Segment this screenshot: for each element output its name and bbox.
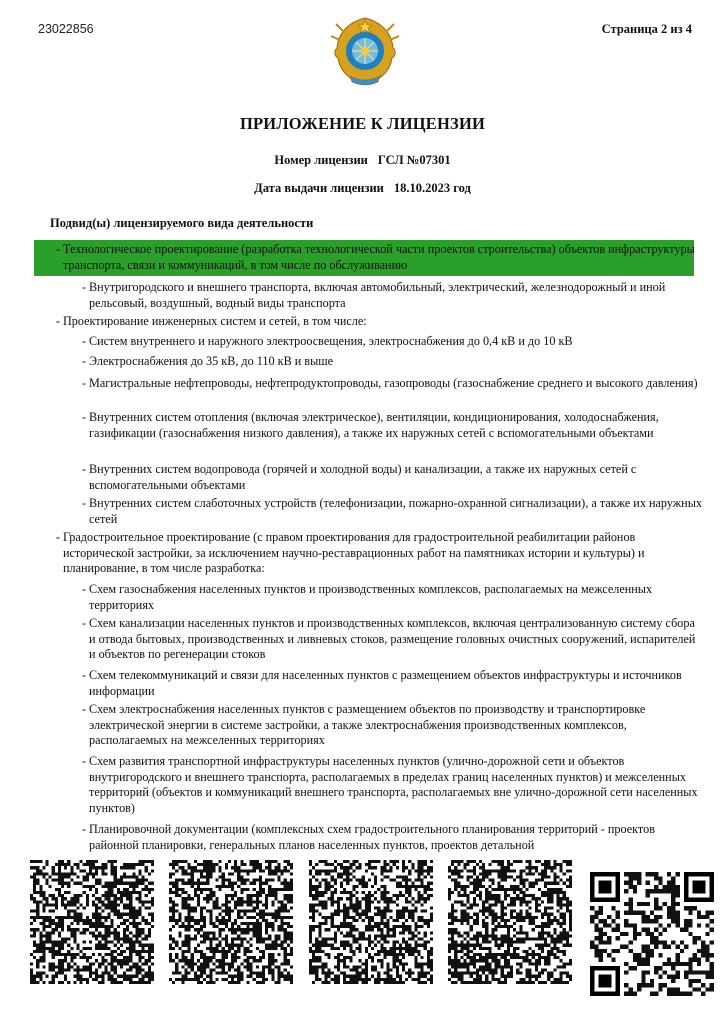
activity-text: Электроснабжения до 35 кВ, до 110 кВ и выше — [89, 354, 334, 368]
list-dash: - — [82, 280, 87, 294]
activity-subitem — [82, 582, 702, 613]
activity-subitem — [82, 496, 702, 527]
qr-code — [590, 872, 714, 996]
activity-item — [56, 314, 700, 330]
activity-text: Внутренних систем водопровода (горячей и холодной воды) и канализации, а также их наружных сетей с вспомогательными объектами — [89, 462, 637, 492]
list-dash: - — [82, 410, 87, 424]
document-title: ПРИЛОЖЕНИЕ К ЛИЦЕНЗИИ — [239, 114, 486, 133]
activity-subitem — [82, 376, 702, 392]
activity-text: Планировочной документации (комплексных схем градостроительного планирования территорий - проектов районной планировки, генеральных планов населенных пунктов, проектов детальной — [89, 822, 655, 852]
activity-text: Схем канализации населенных пунктов и производственных комплексов, включая централизованную систему сбора и отвода бытовых, производственных и ливневых стоков, размещение головных очистных сооружений, испарителей и объектов по регенерации стоков — [89, 616, 696, 661]
license-number-value: ГСЛ №07301 — [377, 153, 451, 167]
activity-subitem — [82, 280, 702, 311]
list-dash: - — [56, 530, 61, 544]
activity-subitem — [82, 702, 702, 749]
barcode-block — [448, 860, 572, 984]
license-number-label: Номер лицензии — [274, 153, 368, 167]
kazakhstan-state-emblem-icon — [328, 14, 402, 88]
list-dash: - — [82, 376, 87, 390]
activity-text: Технологическое проектирование (разработка технологической части проектов строительства) объектов инфраструктуры транспорта, связи и коммуникаций, в том числе по обслуживанию — [63, 242, 695, 272]
activity-text: Схем газоснабжения населенных пунктов и производственных комплексов, располагаемых на межселенных территориях — [89, 582, 653, 612]
activity-text: Схем электроснабжения населенных пунктов с размещением объектов по производству и транспортировке электрической энергии в системе застройки, а также электроснабжения производственных комплексов, располагаемых на межселенных территориях — [89, 702, 646, 747]
license-number-line — [0, 153, 725, 168]
list-dash: - — [82, 822, 87, 836]
list-dash: - — [82, 616, 87, 630]
verification-codes — [0, 860, 725, 990]
activity-subitem — [82, 334, 702, 350]
license-date-label: Дата выдачи лицензии — [254, 181, 384, 195]
activity-text: Магистральные нефтепроводы, нефтепродуктопроводы, газопроводы (газоснабжение среднего и высокого давления) — [89, 376, 698, 390]
activity-subitem — [82, 668, 702, 699]
activity-subitem — [82, 462, 702, 493]
activity-text: Внутренних систем слаботочных устройств (телефонизации, пожарно-охранной сигнализации), а также их наружных сетей — [89, 496, 702, 526]
activity-text: Градостроительное проектирование (с правом проектирования для градостроительной реабилитации районов исторической застройки, за исключением научно-реставрационных работ на памятниках истории и культуры) и планирование, в том числе разработка: — [63, 530, 645, 575]
list-dash: - — [82, 702, 87, 716]
activity-text: Проектирование инженерных систем и сетей, в том числе: — [63, 314, 367, 328]
barcode-block — [30, 860, 154, 984]
list-dash: - — [82, 334, 87, 348]
activity-item — [56, 242, 700, 273]
activity-subitem — [82, 616, 702, 663]
activity-text: Схем телекоммуникаций и связи для населенных пунктов с размещением объектов инфраструктуры и источников информации — [89, 668, 682, 698]
activity-text: Внутренних систем отопления (включая электрическое), вентиляции, кондиционирования, холодоснабжения, газификации (газоснабжения низкого давления), а также их наружных сетей с вспомогательными объектами — [89, 410, 659, 440]
activity-text: Внутригородского и внешнего транспорта, включая автомобильный, электрический, железнодорожный и иной рельсовый, воздушный, водный виды транспорта — [89, 280, 666, 310]
document-id: 23022856 — [38, 22, 94, 36]
list-dash: - — [82, 582, 87, 596]
list-dash: - — [82, 668, 87, 682]
barcode-block — [169, 860, 293, 984]
activity-subitem — [82, 754, 702, 816]
list-dash: - — [82, 462, 87, 476]
activity-item — [56, 530, 700, 577]
list-dash: - — [82, 754, 87, 768]
license-date-value: 18.10.2023 год — [393, 181, 471, 195]
list-dash: - — [82, 354, 87, 368]
section-heading: Подвид(ы) лицензируемого вида деятельности — [50, 216, 314, 230]
activity-text: Систем внутреннего и наружного электроосвещения, электроснабжения до 0,4 кВ и до 10 кВ — [89, 334, 573, 348]
list-dash: - — [82, 496, 87, 510]
list-dash: - — [56, 314, 61, 328]
activity-subitem — [82, 410, 702, 441]
activity-subitem — [82, 354, 702, 370]
page-number: Страница 2 из 4 — [601, 22, 692, 36]
license-date-line — [0, 181, 725, 196]
list-dash: - — [56, 242, 61, 256]
barcode-block — [309, 860, 433, 984]
activity-subitem — [82, 822, 702, 853]
activity-text: Схем развития транспортной инфраструктуры населенных пунктов (улично-дорожной сети и объектов внутригородского и внешнего транспорта, располагаемых в пределах границ населенных пунктов) и межселенных территорий (объектов и коммуникаций внешнего транспорта, располагаемых вне улично-дорожной сети населенных пунктов) — [89, 754, 698, 815]
